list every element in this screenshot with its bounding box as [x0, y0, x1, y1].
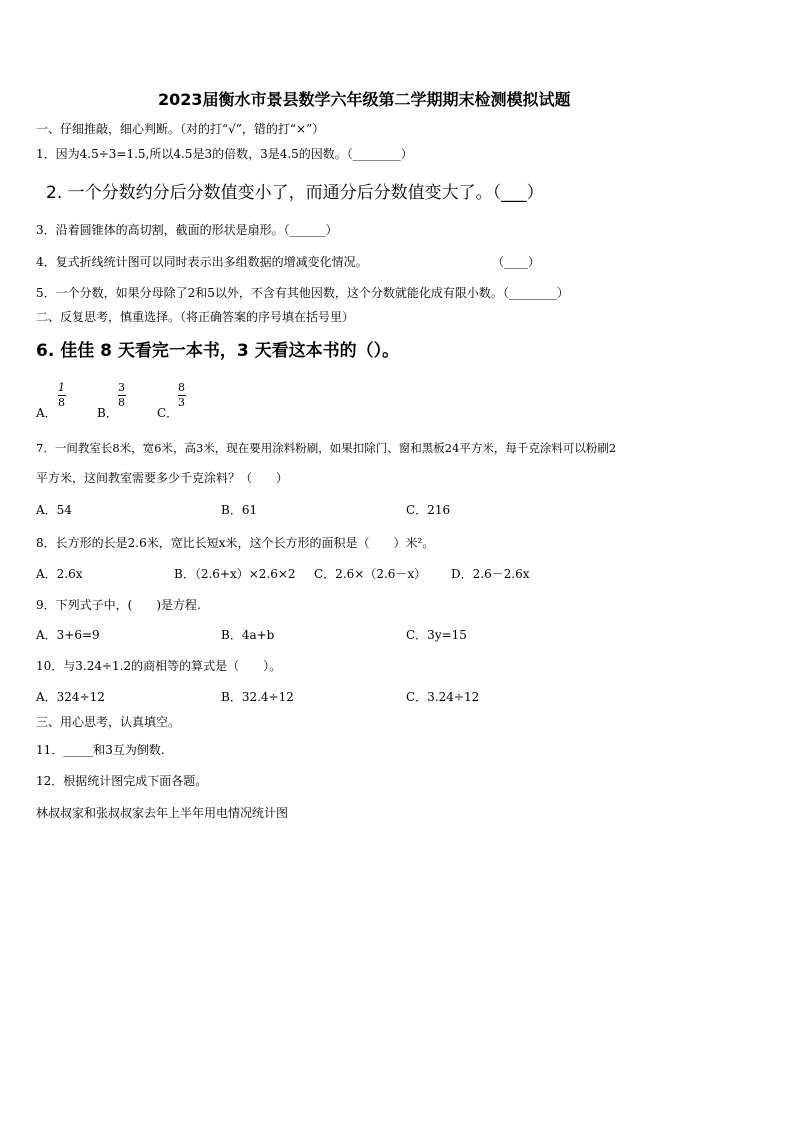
q7-option-a: A．54 — [36, 503, 72, 517]
q6-option-b-label: B． — [97, 406, 118, 420]
question-10: 10．与3.24÷1.2的商相等的算式是（ ）。 — [36, 659, 282, 673]
q8-option-a: A．2.6x — [36, 567, 83, 581]
question-2: 2. 一个分数约分后分数值变小了，而通分后分数值变大了。（___） — [46, 183, 544, 203]
q8-option-d: D．2.6－2.6x — [451, 567, 530, 581]
q7-option-b: B．61 — [221, 503, 258, 517]
q8-option-b: B．（2.6+x）×2.6×2 — [174, 567, 296, 581]
q9-option-c: C．3y=15 — [406, 628, 467, 642]
question-1: 1．因为4.5÷3=1.5,所以4.5是3的倍数，3是4.5的因数。（________） — [36, 147, 413, 161]
fraction-denominator: 8 — [118, 396, 125, 409]
question-6: 6. 佳佳 8 天看完一本书，3 天看这本书的（）。 — [36, 341, 400, 361]
q9-option-a: A．3+6=9 — [36, 628, 100, 642]
question-11: 11．_____和3互为倒数. — [36, 743, 165, 757]
question-5: 5．一个分数，如果分母除了2和5以外，不含有其他因数，这个分数就能化成有限小数。（________） — [36, 286, 569, 300]
q10-option-c: C．3.24÷12 — [406, 690, 480, 704]
question-9: 9．下列式子中，( )是方程. — [36, 598, 201, 612]
q9-option-b: B．4a+b — [221, 628, 275, 642]
q8-option-c: C．2.6×（2.6－x） — [314, 567, 427, 581]
q6-option-c-label: C． — [157, 406, 179, 420]
question-12: 12．根据统计图完成下面各题。 — [36, 774, 208, 788]
fraction-numerator: 3 — [118, 381, 125, 394]
fraction-numerator: 1 — [58, 381, 65, 394]
q6-option-a-fraction — [57, 382, 66, 409]
section3-heading: 三、用心思考，认真填空。 — [36, 715, 181, 729]
q6-option-b-fraction — [117, 382, 126, 409]
fraction-denominator: 8 — [58, 396, 65, 409]
q7-option-c: C．216 — [406, 503, 451, 517]
question-7-line-2: 平方米，这间教室需要多少千克涂料？（ ） — [36, 471, 289, 485]
question-4: 4．复式折线统计图可以同时表示出多组数据的增减变化情况。 — [36, 255, 368, 269]
page-title: 2023届衡水市景县数学六年级第二学期期末检测模拟试题 — [158, 90, 571, 109]
question-8: 8．长方形的长是2.6米，宽比长短x米，这个长方形的面积是（ ）米²。 — [36, 536, 435, 550]
question-4-blank: （____） — [492, 255, 541, 269]
question-7-line-1: 7．一间教室长8米，宽6米，高3米，现在要用涂料粉刷，如果扣除门、窗和黑板24平方米，每千克涂料可以粉刷2 — [36, 441, 617, 455]
q10-option-b: B．32.4÷12 — [221, 690, 294, 704]
chart-caption: 林叔叔家和张叔叔家去年上半年用电情况统计图 — [36, 806, 289, 820]
q6-option-a-label: A． — [36, 406, 57, 420]
q6-option-c-fraction — [177, 382, 186, 409]
q10-option-a: A．324÷12 — [36, 690, 105, 704]
fraction-denominator: 3 — [178, 396, 185, 409]
section2-heading: 二、反复思考，慎重选择。（将正确答案的序号填在括号里） — [36, 310, 355, 324]
question-3: 3．沿着圆锥体的高切割，截面的形状是扇形。（______） — [36, 223, 338, 237]
section1-heading: 一、仔细推敲，细心判断。（对的打“√”，错的打“×”） — [36, 122, 325, 136]
fraction-numerator: 8 — [178, 381, 185, 394]
